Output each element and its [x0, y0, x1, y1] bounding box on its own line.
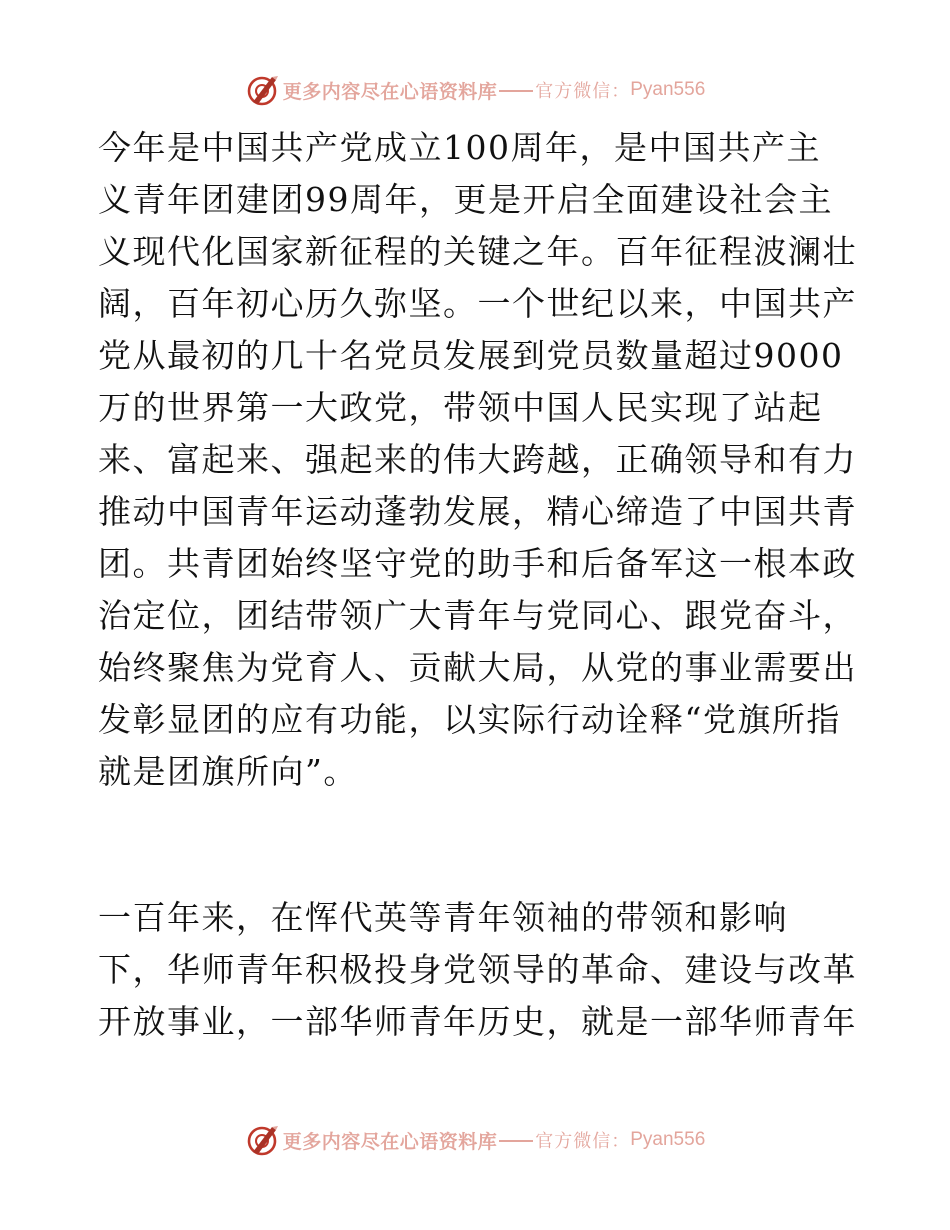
text-line: 一百年来，在恽代英等青年领袖的带领和影响: [98, 898, 788, 937]
pen-logo-icon: [245, 72, 281, 108]
text-line: 开放事业，一部华师青年历史，就是一部华师青年: [98, 1002, 857, 1041]
paragraph-1: [98, 122, 858, 798]
watermark-label: 官方微信：: [535, 1131, 631, 1152]
watermark-brand: 更多内容尽在心语资料库: [282, 80, 498, 103]
watermark-brand: 更多内容尽在心语资料库: [282, 1130, 498, 1153]
text-line: 义现代化国家新征程的关键之年。百年征程波澜壮: [98, 232, 857, 271]
paragraph-2: [98, 892, 858, 1048]
watermark-footer: [0, 1122, 950, 1158]
text-line: 万的世界第一大政党，带领中国人民实现了站起: [98, 388, 823, 427]
text-line: 就是团旗所向”。: [98, 752, 358, 791]
text-line: 始终聚焦为党育人、贡献大局，从党的事业需要出: [98, 648, 857, 687]
text-line: 义青年团建团99周年，更是开启全面建设社会主: [98, 180, 833, 219]
text-line: 下，华师青年积极投身党领导的革命、建设与改革: [98, 950, 857, 989]
pen-logo-icon: [245, 1122, 281, 1158]
watermark-wechat-id: Pyan556: [630, 1129, 706, 1150]
text-line: 推动中国青年运动蓬勃发展，精心缔造了中国共青: [98, 492, 857, 531]
text-line: 发彰显团的应有功能，以实际行动诠释“党旗所指: [98, 700, 841, 739]
watermark-dash: [499, 1140, 533, 1142]
watermark-dash: [499, 90, 533, 92]
text-line: 治定位，团结带领广大青年与党同心、跟党奋斗，: [98, 596, 857, 635]
watermark-wechat-id: Pyan556: [630, 79, 706, 100]
text-line: 团。共青团始终坚守党的助手和后备军这一根本政: [98, 544, 857, 583]
watermark-label: 官方微信：: [535, 81, 631, 102]
text-line: 党从最初的几十名党员发展到党员数量超过9000: [98, 336, 844, 375]
text-line: 今年是中国共产党成立100周年，是中国共产主: [98, 128, 821, 167]
watermark-header: [0, 72, 950, 108]
text-line: 来、富起来、强起来的伟大跨越，正确领导和有力: [98, 440, 857, 479]
text-line: 阔，百年初心历久弥坚。一个世纪以来，中国共产: [98, 284, 857, 323]
